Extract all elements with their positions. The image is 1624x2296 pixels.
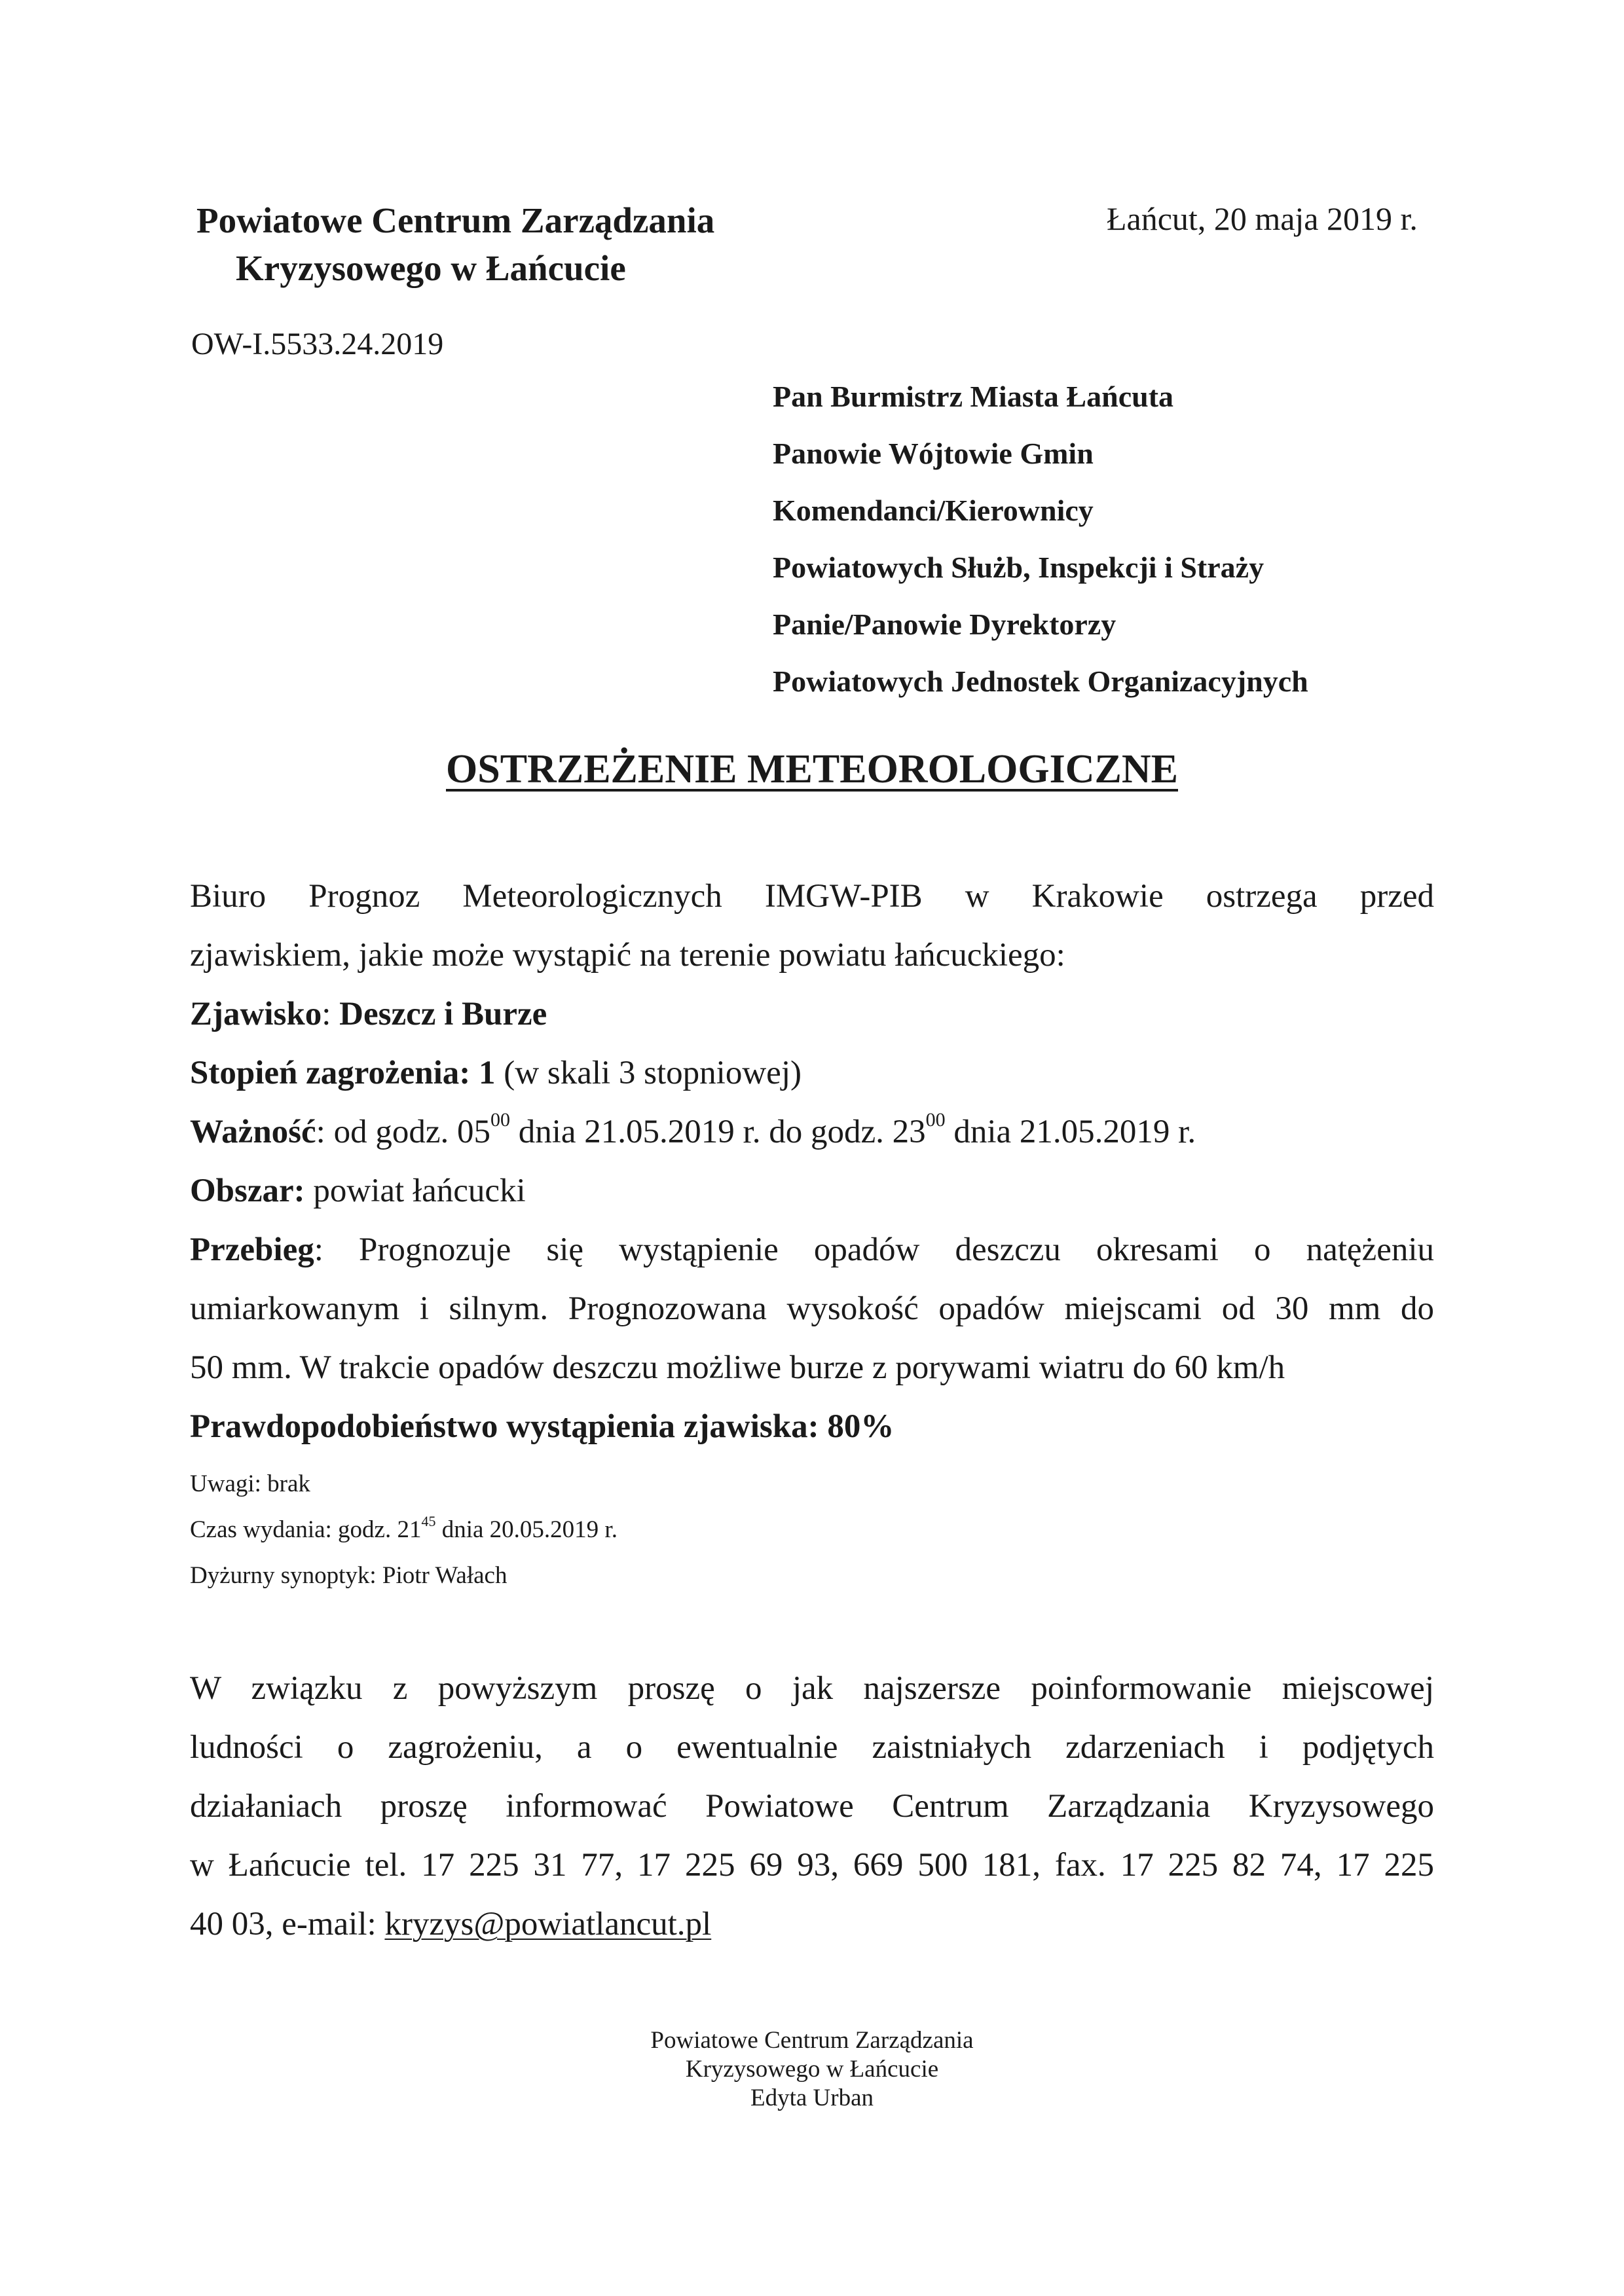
area-label: Obszar:	[190, 1173, 305, 1209]
threat-note: (w skali 3 stopniowej)	[495, 1055, 802, 1091]
document-title: OSTRZEŻENIE METEOROLOGICZNE	[446, 747, 1178, 792]
validity-label: Ważność	[190, 1114, 316, 1150]
issue-time-row	[190, 1513, 618, 1544]
phenomenon-value: Deszcz i Burze	[339, 996, 547, 1032]
validity-to-minutes: 00	[925, 1109, 946, 1131]
issue-time-minutes: 45	[421, 1513, 436, 1529]
course-line-3: 50 mm. W trakcie opadów deszczu możliwe burze z porywami wiatru do 60 km/h	[190, 1349, 1285, 1386]
sender-line-1: Powiatowe Centrum Zarządzania	[196, 200, 715, 240]
phenomenon-row	[190, 995, 547, 1033]
reference-number: OW-I.5533.24.2019	[191, 327, 444, 361]
email-link[interactable]: kryzys@powiatlancut.pl	[384, 1906, 712, 1942]
issue-time-suffix: dnia 20.05.2019 r.	[435, 1516, 618, 1543]
course-line-2: umiarkowanym i silnym. Prognozowana wysokość opadów miejscami od 30 mm do	[190, 1290, 1434, 1327]
issue-time-prefix: Czas wydania: godz. 21	[190, 1516, 422, 1543]
addressee-list	[773, 368, 1308, 710]
area-row	[190, 1172, 526, 1210]
closing-line-5	[190, 1905, 711, 1943]
area-value: powiat łańcucki	[304, 1173, 526, 1209]
document-title-wrap	[0, 746, 1624, 793]
signature-block	[0, 2026, 1624, 2113]
closing-line-2: ludności o zagrożeniu, a o ewentualnie zaistniałych zdarzeniach i podjętych	[190, 1729, 1434, 1766]
remarks-row: Uwagi: brak	[190, 1470, 310, 1497]
threat-label: Stopień zagrożenia:	[190, 1055, 479, 1091]
addressee-item: Panie/Panowie Dyrektorzy	[773, 608, 1116, 641]
validity-row	[190, 1109, 1196, 1151]
phenomenon-colon: :	[322, 996, 340, 1032]
course-line-1-text: : Prognozuje się wystąpienie opadów deszczu okresami o natężeniu	[314, 1231, 1434, 1268]
validity-from-date: dnia 21.05.2019 r. do godz. 23	[509, 1114, 926, 1150]
validity-to-date: dnia 21.05.2019 r.	[945, 1114, 1196, 1150]
sender-block	[196, 196, 786, 292]
intro-line-2: zjawiskiem, jakie może wystąpić na terenie powiatu łańcuckiego:	[190, 937, 1065, 974]
closing-line-1: W związku z powyższym proszę o jak najszersze poinformowanie miejscowej	[190, 1670, 1434, 1707]
course-label: Przebieg	[190, 1231, 314, 1268]
course-line-1	[190, 1231, 1434, 1269]
closing-line-4: w Łańcucie tel. 17 225 31 77, 17 225 69 93, 669 500 181, fax. 17 225 82 74, 17 225	[190, 1847, 1434, 1884]
threat-row	[190, 1054, 802, 1092]
signature-line-1: Powiatowe Centrum Zarządzania	[650, 2027, 974, 2054]
signature-name: Edyta Urban	[750, 2085, 874, 2111]
intro-line-1: Biuro Prognoz Meteorologicznych IMGW-PIB w Krakowie ostrzega przed	[190, 878, 1434, 915]
probability-row: Prawdopodobieństwo wystąpienia zjawiska: 80%	[190, 1408, 895, 1445]
closing-line-3: działaniach proszę informować Powiatowe Centrum Zarządzania Kryzysowego	[190, 1788, 1434, 1825]
addressee-item: Komendanci/Kierownicy	[773, 494, 1094, 527]
place-date: Łańcut, 20 maja 2019 r.	[1107, 200, 1418, 237]
addressee-item: Powiatowych Jednostek Organizacyjnych	[773, 665, 1308, 698]
sender-line-2: Kryzysowego w Łańcucie	[236, 248, 626, 288]
phenomenon-label: Zjawisko	[190, 996, 322, 1032]
threat-value: 1	[479, 1055, 496, 1091]
closing-line-5-prefix: 40 03, e-mail:	[190, 1906, 385, 1942]
addressee-item: Powiatowych Służb, Inspekcji i Straży	[773, 551, 1264, 584]
addressee-item: Panowie Wójtowie Gmin	[773, 437, 1094, 470]
validity-from-minutes: 00	[490, 1109, 510, 1131]
signature-line-2: Kryzysowego w Łańcucie	[685, 2056, 939, 2083]
addressee-item: Pan Burmistrz Miasta Łańcuta	[773, 380, 1174, 413]
validity-from: : od godz. 05	[316, 1114, 490, 1150]
forecaster-row: Dyżurny synoptyk: Piotr Wałach	[190, 1562, 507, 1589]
